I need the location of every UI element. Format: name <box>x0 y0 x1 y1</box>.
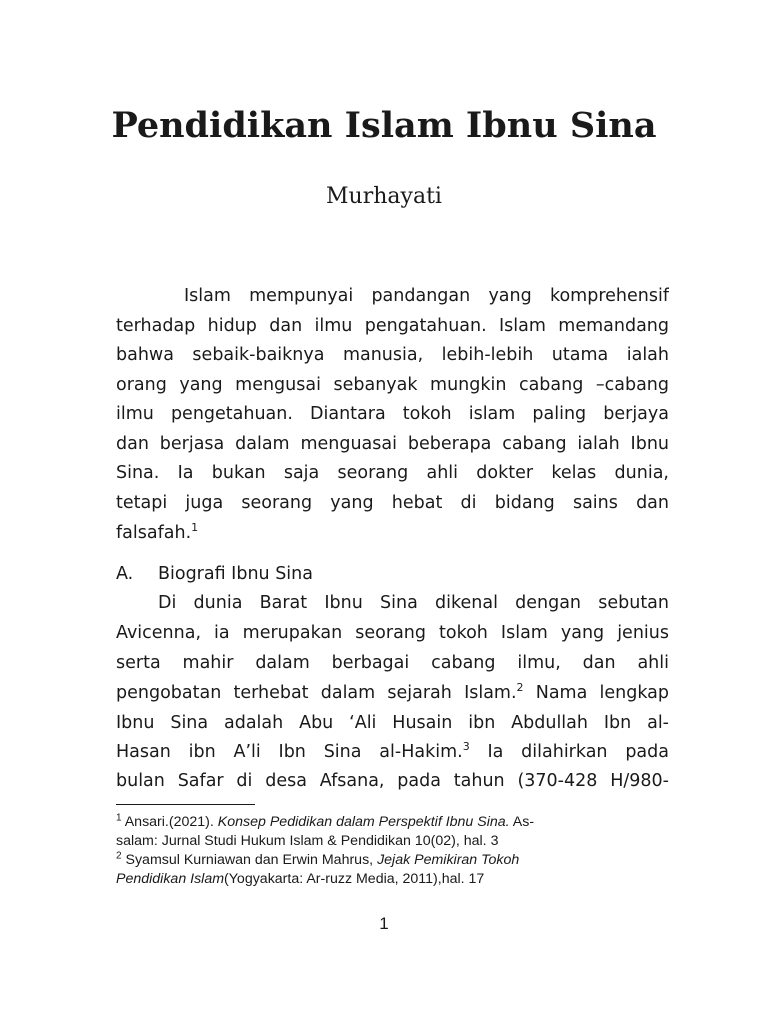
footnote-1 <box>116 813 676 832</box>
paragraph-line: ilmu pengetahuan. Diantara tokoh islam paling berjaya <box>116 404 669 424</box>
footnote-reference[interactable]: 1 <box>191 521 199 535</box>
section-title: Biografi Ibnu Sina <box>158 564 313 584</box>
paragraph-text: Hasan ibn A’li Ibn Sina al-Hakim. <box>116 742 463 762</box>
page-number: 1 <box>379 914 389 933</box>
footnote-text: Syamsul Kurniawan dan Erwin Mahrus, <box>121 852 378 868</box>
paragraph-text: falsafah. <box>116 523 192 543</box>
paragraph-line: dan berjasa dalam menguasai beberapa cabang ialah Ibnu <box>116 434 669 454</box>
author-name: Murhayati <box>326 184 442 209</box>
footnote-text: As- <box>509 814 535 830</box>
paragraph-line: orang yang mengusai sebanyak mungkin cabang –cabang <box>116 375 669 395</box>
paragraph-line: Avicenna, ia merupakan seorang tokoh Islam yang jenius <box>116 623 669 643</box>
footnote-number: 1 <box>116 812 122 824</box>
footnote-reference[interactable]: 2 <box>516 681 524 695</box>
paragraph-line: tetapi juga seorang yang hebat di bidang sains dan <box>116 493 669 513</box>
paragraph-line: Di dunia Barat Ibnu Sina dikenal dengan sebutan <box>158 593 669 613</box>
paragraph-line: serta mahir dalam berbagai cabang ilmu, dan ahli <box>116 653 669 673</box>
footnote-number: 2 <box>116 850 122 862</box>
footnote-title: Pendidikan Islam <box>116 871 225 887</box>
footnote-text: Ansari.(2021). <box>121 814 218 830</box>
footnote-title: Jejak Pemikiran Tokoh <box>377 852 520 868</box>
footnote-title: Konsep Pedidikan dalam Perspektif Ibnu Sina. <box>217 814 510 830</box>
footnote-2-continued <box>116 870 676 889</box>
footnote-text: (Yogyakarta: Ar-ruzz Media, 2011),hal. 17 <box>224 871 485 887</box>
document-title: Pendidikan Islam Ibnu Sina <box>111 105 657 146</box>
paragraph-line <box>116 518 669 548</box>
paragraph-line: Ibnu Sina adalah Abu ‘Ali Husain ibn Abdullah Ibn al- <box>116 713 669 733</box>
footnote-separator <box>116 804 255 805</box>
paragraph-line: terhadap hidup dan ilmu pengatahuan. Islam memandang <box>116 316 669 336</box>
paragraph-line: bahwa sebaik-baiknya manusia, lebih-lebih utama ialah <box>116 345 669 365</box>
paragraph-line <box>116 737 669 767</box>
paragraph-text: Nama lengkap <box>523 683 669 703</box>
paragraph-text: pengobatan terhebat dalam sejarah Islam. <box>116 683 517 703</box>
paragraph-line: bulan Safar di desa Afsana, pada tahun (370-428 H/980- <box>116 771 669 791</box>
footnote-1-continued: salam: Jurnal Studi Hukum Islam & Pendidikan 10(02), hal. 3 <box>116 833 499 849</box>
paragraph-text: Ia dilahirkan pada <box>469 742 669 762</box>
footnote-reference[interactable]: 3 <box>462 740 470 754</box>
paragraph-line: Islam mempunyai pandangan yang komprehensif <box>184 286 669 306</box>
paragraph-line <box>116 678 669 708</box>
paragraph-line: Sina. Ia bukan saja seorang ahli dokter kelas dunia, <box>116 463 669 483</box>
section-heading <box>116 559 313 589</box>
section-number: A. <box>116 564 134 584</box>
footnote-2 <box>116 851 676 870</box>
